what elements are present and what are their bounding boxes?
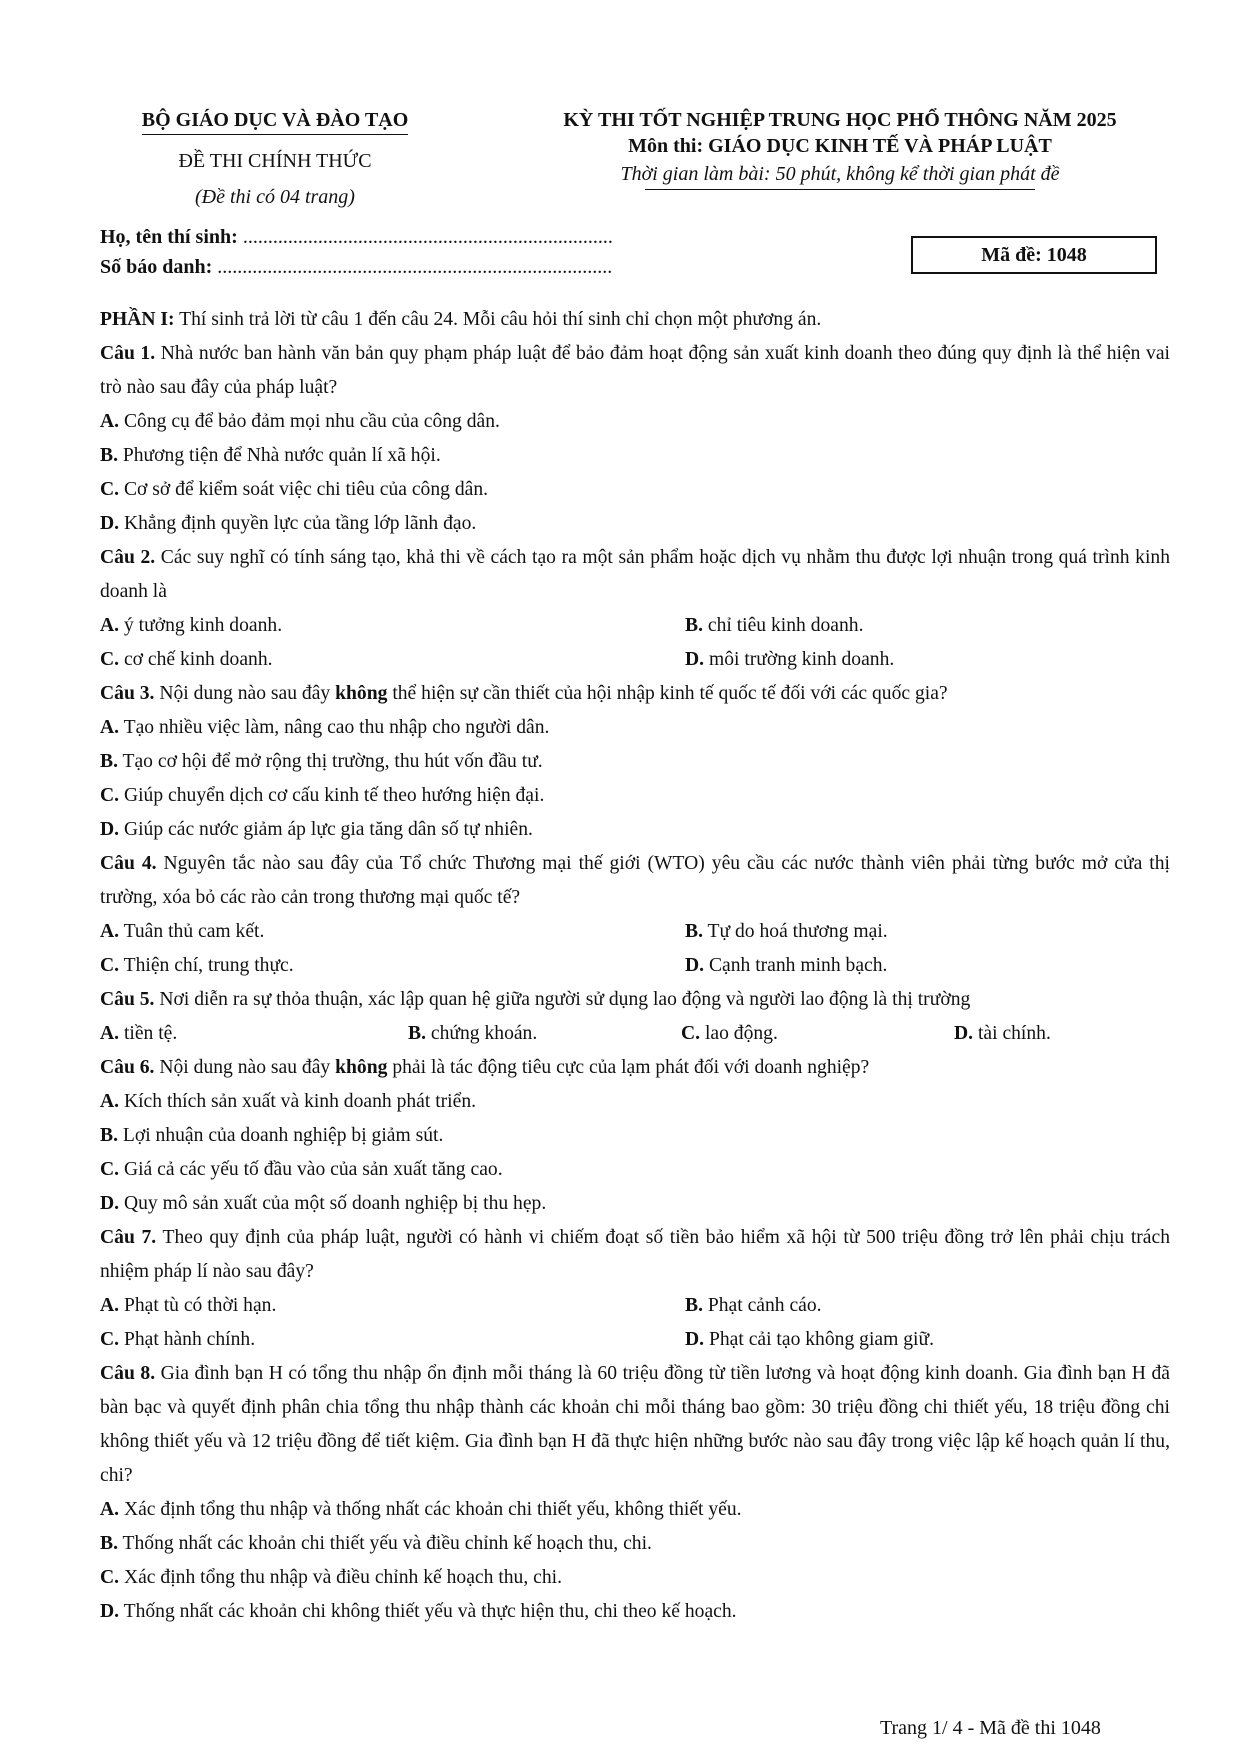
q5-option-a: A. tiền tệ.	[100, 1023, 178, 1044]
q2-option-c: C. cơ chế kinh doanh.	[100, 649, 273, 670]
time-underline	[645, 189, 1035, 190]
q6-option-a: A. Kích thích sản xuất và kinh doanh phát triển.	[100, 1091, 477, 1112]
q7-option-c: C. Phạt hành chính.	[100, 1329, 256, 1350]
pages-note: (Đề thi có 04 trang)	[195, 186, 355, 208]
q2-options-row-1	[100, 609, 1170, 643]
question-1: Câu 1. Nhà nước ban hành văn bản quy phạm pháp luật để bảo đảm hoạt động sản xuất kinh doanh theo đúng quy định là thể hiện vai trò nào sau đây của pháp luật?	[100, 343, 1170, 398]
question-6: Câu 6. Nội dung nào sau đây không phải là tác động tiêu cực của lạm phát đối với doanh nghiệp?	[100, 1057, 870, 1078]
exam-code-box: Mã đề: 1048	[911, 236, 1157, 274]
q8-option-c: C. Xác định tổng thu nhập và điều chỉnh kế hoạch thu, chi.	[100, 1567, 562, 1588]
q7-option-a: A. Phạt tù có thời hạn.	[100, 1295, 277, 1316]
candidate-name-line	[100, 222, 613, 252]
q1-option-b: B. Phương tiện để Nhà nước quản lí xã hội.	[100, 445, 441, 466]
exam-subject: Môn thi: GIÁO DỤC KINH TẾ VÀ PHÁP LUẬT	[628, 135, 1052, 157]
q5-options-row	[100, 1017, 1170, 1051]
q4-option-a: A. Tuân thủ cam kết.	[100, 921, 265, 942]
q1-option-c: C. Cơ sở để kiểm soát việc chi tiêu của công dân.	[100, 479, 489, 500]
q5-option-b: B. chứng khoán.	[408, 1023, 538, 1044]
exam-time: Thời gian làm bài: 50 phút, không kể thời gian phát đề	[620, 163, 1060, 185]
q6-option-c: C. Giá cả các yếu tố đầu vào của sản xuất tăng cao.	[100, 1159, 503, 1180]
candidate-info	[100, 222, 613, 282]
q3-option-c: C. Giúp chuyển dịch cơ cấu kinh tế theo hướng hiện đại.	[100, 785, 545, 806]
q2-option-a: A. ý tưởng kinh doanh.	[100, 615, 283, 636]
q3-option-d: D. Giúp các nước giảm áp lực gia tăng dân số tự nhiên.	[100, 819, 533, 840]
q7-option-d: D. Phạt cải tạo không giam giữ.	[685, 1329, 934, 1350]
q2-option-d: D. môi trường kinh doanh.	[685, 649, 895, 670]
questions	[100, 303, 1170, 1629]
page-footer: Trang 1/ 4 - Mã đề thi 1048	[880, 1717, 1101, 1739]
candidate-name-label: Họ, tên thí sinh:	[100, 226, 238, 248]
header-left	[110, 108, 440, 209]
q7-options-row-1	[100, 1289, 1170, 1323]
part-instruction: PHẦN I: Thí sinh trả lời từ câu 1 đến câu 24. Mỗi câu hỏi thí sinh chỉ chọn một phương án.	[100, 309, 822, 330]
q8-option-b: B. Thống nhất các khoản chi thiết yếu và điều chỉnh kế hoạch thu, chi.	[100, 1533, 652, 1554]
q7-option-b: B. Phạt cảnh cáo.	[685, 1295, 822, 1316]
q4-option-b: B. Tự do hoá thương mại.	[685, 921, 888, 942]
question-5: Câu 5. Nơi diễn ra sự thỏa thuận, xác lập quan hệ giữa người sử dụng lao động và người lao động là thị trường	[100, 989, 971, 1010]
question-8: Câu 8. Gia đình bạn H có tổng thu nhập ổn định mỗi tháng là 60 triệu đồng từ tiền lương và hoạt động kinh doanh. Gia đình bạn H đã bàn bạc và quyết định phân chia tổng thu nhập thành các khoản chi mỗi tháng bao gồm: 30 triệu đồng chi thiết yếu, 18 triệu đồng chi không thiết yếu và 12 triệu đồng để tiết kiệm. Gia đình bạn H đã thực hiện những bước nào sau đây trong việc lập kế hoạch quản lí thu, chi?	[100, 1363, 1170, 1486]
q3-option-a: A. Tạo nhiều việc làm, nâng cao thu nhập cho người dân.	[100, 717, 550, 738]
header-right	[500, 108, 1180, 190]
q2-options-row-2	[100, 643, 1170, 677]
candidate-id-label: Số báo danh:	[100, 256, 213, 278]
q2-option-b: B. chỉ tiêu kinh doanh.	[685, 615, 864, 636]
question-3: Câu 3. Nội dung nào sau đây không thể hiện sự cần thiết của hội nhập kinh tế quốc tế đối với các quốc gia?	[100, 683, 948, 704]
exam-title: KỲ THI TỐT NGHIỆP TRUNG HỌC PHỔ THÔNG NĂM 2025	[563, 109, 1117, 131]
q4-options-row-2	[100, 949, 1170, 983]
q7-options-row-2	[100, 1323, 1170, 1357]
candidate-id-dots: ...............................................................................	[212, 256, 613, 278]
question-2: Câu 2. Các suy nghĩ có tính sáng tạo, khả thi về cách tạo ra một sản phẩm hoặc dịch vụ nhằm thu được lợi nhuận trong quá trình kinh doanh là	[100, 547, 1170, 602]
candidate-name-dots: ..........................................................................	[237, 226, 613, 248]
q4-option-d: D. Cạnh tranh minh bạch.	[685, 955, 888, 976]
question-4: Câu 4. Nguyên tắc nào sau đây của Tổ chức Thương mại thế giới (WTO) yêu cầu các nước thành viên phải từng bước mở cửa thị trường, xóa bỏ các rào cản trong thương mại quốc tế?	[100, 853, 1170, 908]
q3-option-b: B. Tạo cơ hội để mở rộng thị trường, thu hút vốn đầu tư.	[100, 751, 543, 772]
q6-option-b: B. Lợi nhuận của doanh nghiệp bị giảm sút.	[100, 1125, 444, 1146]
q1-option-d: D. Khẳng định quyền lực của tầng lớp lãnh đạo.	[100, 513, 477, 534]
q5-option-c: C. lao động.	[681, 1023, 778, 1044]
q6-option-d: D. Quy mô sản xuất của một số doanh nghiệp bị thu hẹp.	[100, 1193, 547, 1214]
q8-option-a: A. Xác định tổng thu nhập và thống nhất các khoản chi thiết yếu, không thiết yếu.	[100, 1499, 742, 1520]
official-label: ĐỀ THI CHÍNH THỨC	[178, 150, 372, 172]
q1-option-a: A. Công cụ để bảo đảm mọi nhu cầu của công dân.	[100, 411, 500, 432]
ministry-name: BỘ GIÁO DỤC VÀ ĐÀO TẠO	[142, 108, 409, 135]
q5-option-d: D. tài chính.	[954, 1023, 1051, 1044]
question-7: Câu 7. Theo quy định của pháp luật, người có hành vi chiếm đoạt số tiền bảo hiểm xã hội từ 500 triệu đồng trở lên phải chịu trách nhiệm pháp lí nào sau đây?	[100, 1227, 1170, 1282]
q4-option-c: C. Thiện chí, trung thực.	[100, 955, 294, 976]
candidate-id-line	[100, 252, 613, 282]
q4-options-row-1	[100, 915, 1170, 949]
q8-option-d: D. Thống nhất các khoản chi không thiết yếu và thực hiện thu, chi theo kế hoạch.	[100, 1601, 737, 1622]
